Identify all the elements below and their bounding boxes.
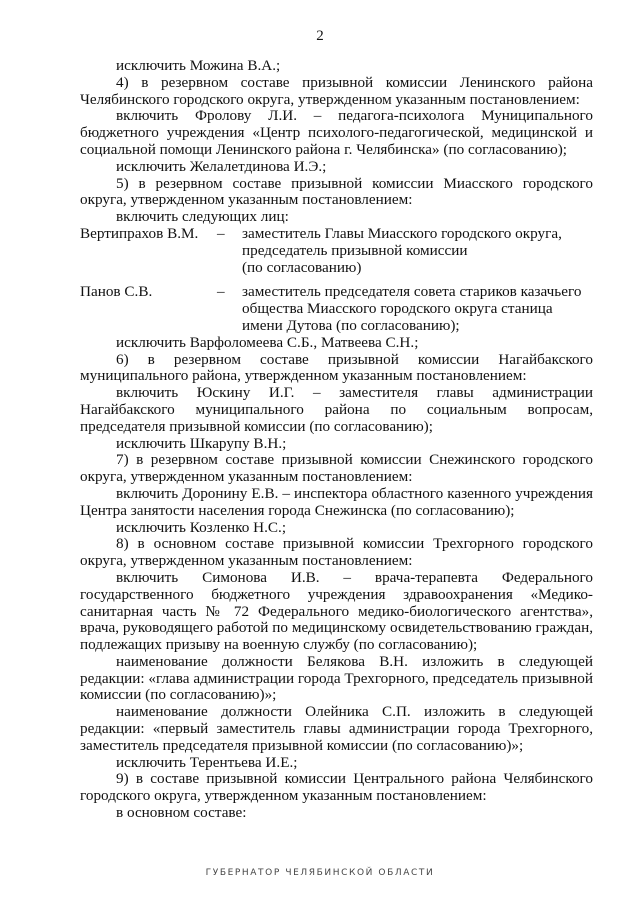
paragraph: исключить Желалетдинова И.Э.; — [116, 157, 327, 175]
person-role — [242, 284, 593, 334]
paragraph: включить Доронину Е.В. – инспектора областного казенного учреждения Центра занятости населения города Снежинска (по согласованию); — [80, 484, 593, 519]
paragraph: 6) в резервном составе призывной комиссии Нагайбакского муниципального района, утвержденном указанным постановлением: — [80, 350, 593, 385]
role-line: заместитель Главы Миасского городского округа, — [242, 224, 562, 242]
paragraph: исключить Шкарупу В.Н.; — [116, 434, 287, 452]
person-role — [242, 226, 593, 276]
role-line: заместитель председателя совета стариков казачьего — [242, 283, 582, 301]
paragraph: исключить Терентьева И.Е.; — [116, 753, 298, 771]
paragraph: включить Симонова И.В. – врача-терапевта Федерального государственного бюджетного учреждения здравоохранения «Медико-санитарная часть № 72 Федерального медико-биологического агентства», врача, руководящего работой по медицинскому освидетельствованию граждан, подлежащих призыву на военную службу (по согласованию); — [80, 568, 593, 654]
person-entry — [80, 284, 593, 334]
person-name: Панов С.В. — [80, 283, 153, 301]
role-line: (по согласованию) — [242, 258, 362, 276]
paragraph: включить следующих лиц: — [116, 208, 289, 226]
paragraph: 4) в резервном составе призывной комиссии Ленинского района Челябинского городского округа, утвержденном указанным постановлением: — [80, 73, 593, 108]
role-line: имени Дутова (по согласованию); — [242, 316, 460, 334]
paragraph: 9) в составе призывной комиссии Центрального района Челябинского городского округа, утвержденном указанным постановлением: — [80, 770, 593, 805]
paragraph: 5) в резервном составе призывной комиссии Миасского городского округа, утвержденном указанным постановлением: — [80, 174, 593, 209]
person-dash: – — [217, 224, 225, 242]
paragraph: 7) в резервном составе призывной комиссии Снежинского городского округа, утвержденном указанным постановлением: — [80, 451, 593, 486]
page-number: 2 — [316, 28, 324, 44]
document-body — [80, 58, 593, 822]
role-line: общества Миасского городского округа станица — [242, 300, 553, 318]
paragraph: включить Юскину И.Г. – заместителя главы администрации Нагайбакского муниципального района по социальным вопросам, председателя призывной комиссии (по согласованию); — [80, 384, 593, 435]
person-name: Вертипрахов В.М. — [80, 224, 199, 242]
person-dash: – — [217, 283, 225, 301]
paragraph: исключить Можина В.А.; — [116, 57, 281, 74]
paragraph: включить Фролову Л.И. – педагога-психолога Муниципального бюджетного учреждения «Центр психолого-педагогической, медицинской и социальной помощи Ленинского района г. Челябинска» (по согласованию); — [80, 107, 593, 158]
person-entry — [80, 226, 593, 276]
paragraph: наименование должности Белякова В.Н. изложить в следующей редакции: «глава администрации города Трехгорного, председатель призывной комиссии (по согласованию)»; — [80, 652, 593, 704]
footer-governor-label: ГУБЕРНАТОР ЧЕЛЯБИНСКОЙ ОБЛАСТИ — [205, 868, 435, 878]
paragraph: в основном составе: — [116, 804, 247, 822]
paragraph: 8) в основном составе призывной комиссии Трехгорного городского округа, утвержденном указанным постановлением: — [80, 535, 593, 570]
role-line: председатель призывной комиссии — [242, 241, 468, 259]
paragraph: исключить Козленко Н.С.; — [116, 518, 287, 536]
paragraph: исключить Варфоломеева С.Б., Матвеева С.Н.; — [116, 333, 419, 351]
paragraph: наименование должности Олейника С.П. изложить в следующей редакции: «первый заместитель главы администрации города Трехгорного, заместитель председателя призывной комиссии (по согласованию)»; — [80, 703, 593, 754]
